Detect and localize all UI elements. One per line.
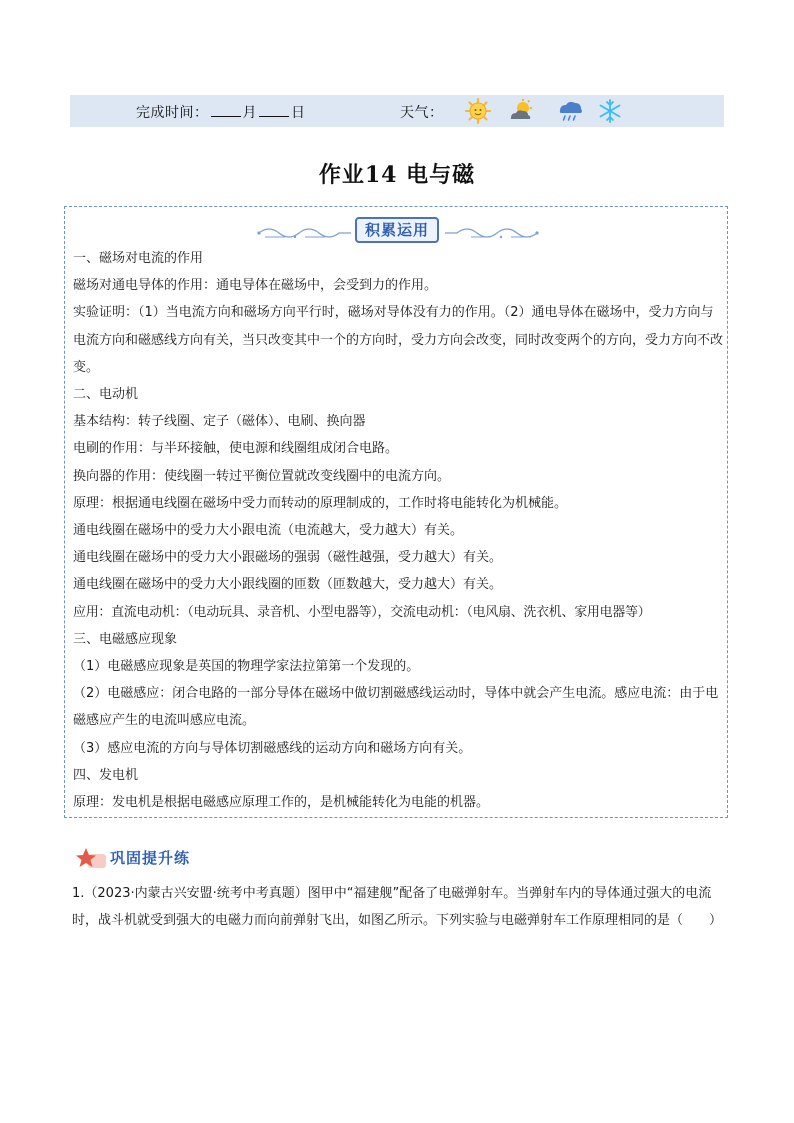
text-line: 原理：根据通电线圈在磁场中受力而转动的原理制成的，工作时将电能转化为机械能。 [73, 495, 568, 511]
header-bar [70, 95, 724, 127]
text-line: 换向器的作用：使线圈一转过平衡位置就改变线圈中的电流方向。 [73, 468, 451, 484]
knowledge-box [64, 206, 728, 818]
heading-3: 三、电磁感应现象 [73, 631, 178, 647]
text-line: 实验证明：（1）当电流方向和磁场方向平行时，磁场对导体没有力的作用。（2）通电导体在磁场中，受力方向与电流方向和磁感线方向有关，当只改变其中一个的方向时，受力方向会改变，同时改变两个的方向，受力方向不改变。 [73, 305, 724, 375]
text-line: （2）电磁感应：闭合电路的一部分导体在磁场中做切割磁感线运动时，导体中就会产生电流。感应电流：由于电磁感应产生的电流叫感应电流。 [73, 686, 719, 729]
text-line: （1）电磁感应现象是英国的物理学家法拉第第一个发现的。 [73, 659, 420, 675]
heading-4: 四、发电机 [73, 767, 139, 783]
day-blank[interactable] [259, 104, 289, 117]
knowledge-content [73, 245, 725, 816]
snowflake-icon[interactable] [596, 97, 624, 125]
text-line: 基本结构：转子线圈、定子（磁体）、电刷、换向器 [73, 414, 366, 430]
text-line: 电刷的作用：与半环接触，使电源和线圈组成闭合电路。 [73, 441, 399, 457]
weather-label: 天气： [400, 105, 444, 121]
completion-time-label: 完成时间： 月 日 [136, 105, 306, 121]
section-title: 巩固提升练 [110, 849, 191, 867]
sun-icon[interactable] [464, 97, 492, 125]
text-line: 原理：发电机是根据电磁感应原理工作的，是机械能转化为电能的机器。 [73, 795, 490, 811]
text-line: 应用：直流电动机：（电动玩具、录音机、小型电器等），交流电动机：（电风扇、洗衣机、家用电器等） [73, 604, 651, 620]
month-blank[interactable] [211, 104, 241, 117]
left-wave-decoration [255, 221, 353, 241]
partly-cloudy-icon[interactable] [506, 97, 534, 125]
right-wave-decoration [443, 221, 541, 241]
text-line: （3）感应电流的方向与导体切割磁感线的运动方向和磁场方向有关。 [73, 740, 472, 756]
heading-2: 二、电动机 [73, 387, 139, 403]
star-icon [74, 846, 108, 872]
text-line: 通电线圈在磁场中的受力大小跟线圈的匝数（匝数越大，受力越大）有关。 [73, 577, 503, 593]
question-text: 1.（2023·内蒙古兴安盟·统考中考真题）图甲中“福建舰”配备了电磁弹射车。当弹射车内的导体通过强大的电流时，战斗机就受到强大的电磁力而向前弹射飞出，如图乙所示。下列实验与电磁弹射车工作原理相同的是（ ） [72, 886, 723, 928]
heading-1: 一、磁场对电流的作用 [73, 251, 204, 266]
rain-icon[interactable] [556, 97, 584, 125]
section-heading [74, 846, 234, 872]
text-line: 通电线圈在磁场中的受力大小跟磁场的强弱（磁性越强，受力越大）有关。 [73, 550, 503, 566]
page-title: 作业14 电与磁 [318, 162, 476, 188]
question-1 [72, 880, 726, 934]
badge-row [65, 213, 727, 247]
text-line: 磁场对通电导体的作用：通电导体在磁场中，会受到力的作用。 [73, 278, 438, 294]
text-line: 通电线圈在磁场中的受力大小跟电流（电流越大，受力越大）有关。 [73, 523, 464, 539]
badge-label: 积累运用 [355, 217, 439, 243]
